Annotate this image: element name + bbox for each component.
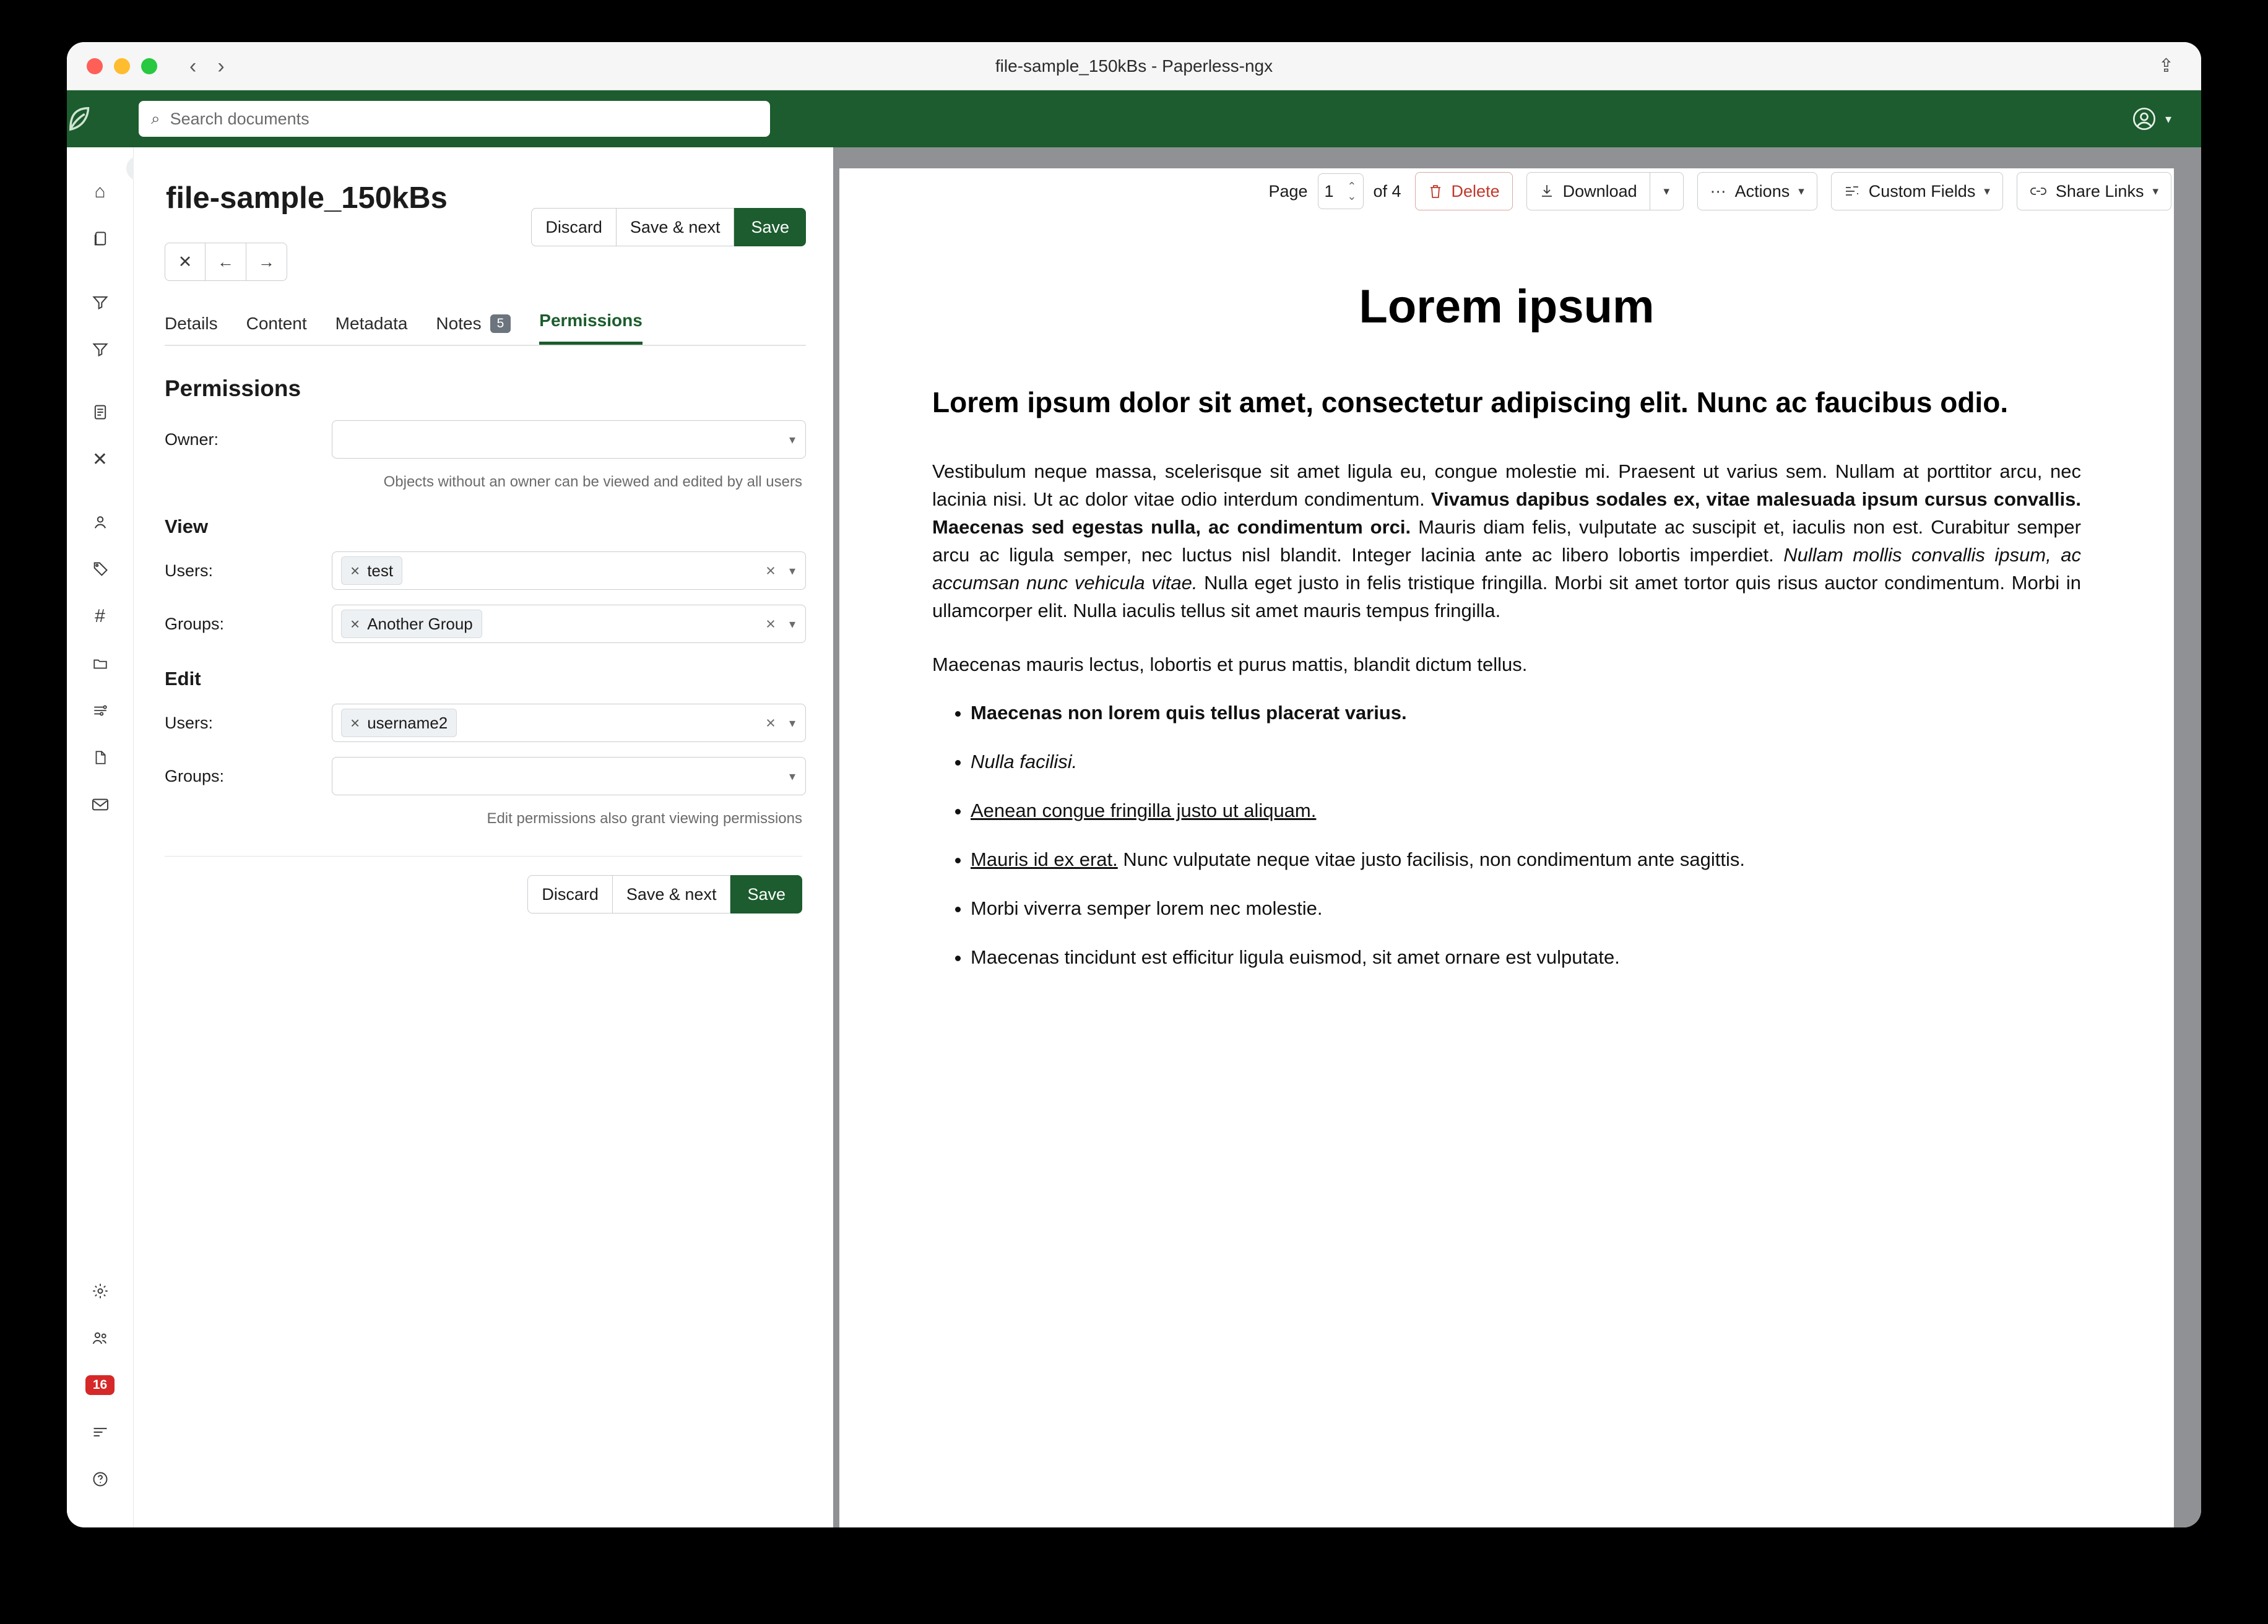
view-groups-select[interactable]: [332, 605, 806, 643]
chevron-down-icon: ▾: [2152, 184, 2158, 198]
view-heading: View: [165, 516, 209, 537]
chip-label: Another Group: [367, 614, 473, 633]
document-edit-panel: [134, 147, 833, 1527]
list-item: • Aenean congue fringilla justo ut aliquam.: [971, 797, 2081, 825]
edit-heading: Edit: [165, 668, 201, 689]
chip-view-user[interactable]: [341, 556, 402, 585]
chevron-down-icon: ▾: [789, 564, 795, 578]
sidebar-item-users-groups[interactable]: [67, 1315, 133, 1362]
pdf-page: [839, 168, 2174, 1527]
user-circle-icon: [2132, 106, 2157, 131]
edit-hint: Edit permissions also grant viewing permissions: [487, 810, 802, 827]
discard-button-bottom[interactable]: Discard: [527, 875, 613, 914]
app-header: [67, 90, 2201, 147]
save-button-bottom[interactable]: Save: [730, 875, 802, 914]
sidebar-item-file-tasks[interactable]: [67, 734, 133, 781]
chip-remove-icon[interactable]: ×: [350, 614, 360, 633]
trash-icon: [1428, 183, 1443, 199]
page-number-input[interactable]: [1318, 173, 1364, 209]
edit-users-select[interactable]: [332, 704, 806, 742]
close-document-button[interactable]: ✕: [165, 243, 206, 281]
page-selector: [1268, 173, 1401, 209]
chip-label: test: [367, 561, 394, 580]
sidebar-item-documents[interactable]: [67, 215, 133, 262]
document-tabs: [165, 311, 806, 346]
window-titlebar: [67, 42, 2201, 90]
sidebar-item-mail[interactable]: [67, 781, 133, 828]
sidebar-item-correspondents[interactable]: [67, 499, 133, 546]
chip-view-group[interactable]: [341, 610, 482, 638]
account-menu[interactable]: [2132, 106, 2171, 131]
owner-select[interactable]: [332, 420, 806, 459]
delete-button[interactable]: Delete: [1415, 172, 1513, 210]
preview-heading-1: Lorem ipsum: [1359, 280, 1655, 333]
clear-icon[interactable]: ×: [766, 561, 776, 580]
share-icon[interactable]: ⇪: [2158, 56, 2174, 76]
chip-remove-icon[interactable]: ×: [350, 561, 360, 580]
sidebar-item-saved-view-1[interactable]: [67, 279, 133, 326]
preview-paragraph-2: Maecenas mauris lectus, lobortis et purus mattis, blandit dictum tellus.: [932, 653, 1528, 675]
custom-fields-button[interactable]: Custom Fields ▾: [1831, 172, 2003, 210]
list-item: • Mauris id ex erat. Nunc vulputate neque vitae justo facilisis, non condimentum ante sagittis.: [971, 846, 2081, 874]
list-item: • Maecenas non lorem quis tellus placerat varius.: [971, 699, 2081, 727]
sidebar-item-open-document[interactable]: [67, 389, 133, 436]
search-icon: ⌕: [151, 109, 160, 127]
tab-details[interactable]: Details: [165, 314, 218, 333]
list-item: • Maecenas tincidunt est efficitur ligula euismod, sit amet ornare est vulputate.: [971, 944, 2081, 972]
sidebar-item-custom-fields[interactable]: [67, 687, 133, 734]
list-item: • Morbi viverra semper lorem nec molestie.: [971, 895, 2081, 923]
link-icon: [2030, 184, 2047, 198]
search-input[interactable]: [139, 101, 770, 137]
save-and-next-button[interactable]: Save & next: [617, 208, 735, 246]
save-actions-bottom: [161, 875, 802, 914]
chevron-down-icon: ▾: [789, 617, 795, 631]
edit-users-row: [165, 704, 806, 742]
chip-label: username2: [367, 713, 448, 732]
chip-edit-user[interactable]: [341, 709, 457, 737]
page-number-value: 1: [1324, 181, 1334, 201]
view-users-row: [165, 551, 806, 590]
page-label: Page: [1268, 181, 1308, 201]
chevron-down-icon: ▾: [2165, 112, 2171, 126]
actions-button[interactable]: ⋯ Actions ▾: [1697, 172, 1817, 210]
browser-back-button[interactable]: ‹: [189, 54, 197, 78]
search-placeholder: Search documents: [170, 109, 309, 128]
view-users-label: Users:: [165, 561, 214, 580]
view-users-select[interactable]: [332, 551, 806, 590]
page-title: file-sample_150kBs: [166, 181, 448, 215]
view-groups-label: Groups:: [165, 614, 225, 633]
save-and-next-button-bottom[interactable]: Save & next: [613, 875, 731, 914]
previous-document-button[interactable]: ←: [206, 243, 246, 281]
preview-heading-2: Lorem ipsum dolor sit amet, consectetur adipiscing elit. Nunc ac faucibus odio.: [932, 386, 2009, 418]
preview-paragraph-1: Vestibulum neque massa, scelerisque sit amet ligula eu, congue molestie mi. Praesent ut varius sem. Nullam at porttitor arcu, nec lacinia nisi. Ut ac dolor vitae odio interdum condimentum. Vivamus dapibus sodales ex, vitae malesuada ipsum cursus convallis. Maecenas sed egestas nulla, ac condimentum orci. Mauris diam felis, vulputate ac suscipit et, iaculis non est. Curabitur semper arcu ac ligula semper, nec luctus nisl blandit. Integer lacinia ante ac libero lobortis imperdiet. Nullam mollis convallis ipsum, ac accumsan nunc vehicula vitae. Nulla eget justo in felis tristique fringilla. Morbi sit amet tortor quis risus auctor condimentum. Morbi in ullamcorper elit. Nulla iaculis tellus sit amet mauris tempus fringilla.: [932, 460, 2082, 621]
page-total: of 4: [1373, 181, 1401, 201]
form-icon: [1844, 184, 1860, 199]
owner-hint: Objects without an owner can be viewed and edited by all users: [383, 473, 802, 490]
document-preview-pane[interactable]: [833, 147, 2201, 1527]
chevron-down-icon: ▾: [789, 716, 795, 730]
owner-field-row: [165, 420, 806, 459]
preview-list: [932, 699, 2081, 972]
sidebar-item-dashboard[interactable]: ⌂: [94, 181, 106, 202]
sidebar: [67, 147, 134, 1527]
sidebar-item-close-document[interactable]: ✕: [92, 449, 108, 470]
download-dropdown-toggle[interactable]: ▾: [1650, 172, 1684, 210]
save-actions-top: [531, 208, 806, 246]
download-split-button: [1526, 172, 1684, 210]
clear-icon[interactable]: ×: [766, 713, 776, 732]
next-document-button[interactable]: →: [246, 243, 287, 281]
owner-label: Owner:: [165, 430, 219, 449]
clear-icon[interactable]: ×: [766, 614, 776, 633]
sidebar-item-tags[interactable]: [67, 546, 133, 593]
tab-content[interactable]: Content: [246, 314, 307, 333]
permissions-heading: Permissions: [165, 376, 301, 401]
chevron-down-icon: ▾: [1798, 184, 1804, 198]
sidebar-item-tasks[interactable]: [67, 1362, 133, 1409]
tasks-badge: 16: [85, 1375, 115, 1395]
download-icon: [1539, 183, 1554, 199]
ellipsis-icon: ⋯: [1710, 181, 1726, 201]
chip-remove-icon[interactable]: ×: [350, 713, 360, 732]
save-button[interactable]: Save: [734, 208, 806, 246]
edit-users-label: Users:: [165, 713, 214, 732]
tab-metadata[interactable]: Metadata: [335, 314, 408, 333]
document-nav-buttons: [165, 243, 806, 281]
stepper-icon[interactable]: ⌃ ⌄: [1347, 179, 1357, 202]
view-groups-row: [165, 605, 806, 643]
edit-groups-select[interactable]: [332, 757, 806, 795]
edit-groups-row: [165, 757, 806, 795]
sidebar-item-documentation[interactable]: [67, 1456, 133, 1503]
tab-notes[interactable]: Notes 5: [436, 314, 511, 345]
app-window: [67, 42, 2201, 1527]
edit-groups-label: Groups:: [165, 766, 225, 785]
divider: [165, 856, 802, 857]
share-links-button[interactable]: Share Links ▾: [2017, 172, 2171, 210]
document-toolbar: [1268, 172, 2171, 210]
chevron-down-icon: ▾: [789, 433, 795, 447]
sidebar-item-logs[interactable]: [67, 1409, 133, 1456]
tab-permissions[interactable]: Permissions: [539, 311, 643, 345]
sidebar-item-saved-view-2[interactable]: [67, 326, 133, 373]
notes-count-badge: 5: [490, 314, 511, 333]
sidebar-item-storage-paths[interactable]: [67, 640, 133, 687]
sidebar-item-document-types[interactable]: #: [95, 606, 105, 626]
browser-forward-button[interactable]: ›: [217, 54, 225, 78]
chevron-down-icon: ▾: [789, 769, 795, 784]
discard-button[interactable]: Discard: [531, 208, 617, 246]
sidebar-item-settings[interactable]: [67, 1268, 133, 1315]
paperless-leaf-logo[interactable]: [67, 105, 134, 133]
download-button[interactable]: Download: [1526, 172, 1650, 210]
chevron-down-icon: ▾: [1984, 184, 1990, 198]
window-title: file-sample_150kBs - Paperless-ngx: [995, 56, 1273, 76]
list-item: • Nulla facilisi.: [971, 748, 2081, 776]
